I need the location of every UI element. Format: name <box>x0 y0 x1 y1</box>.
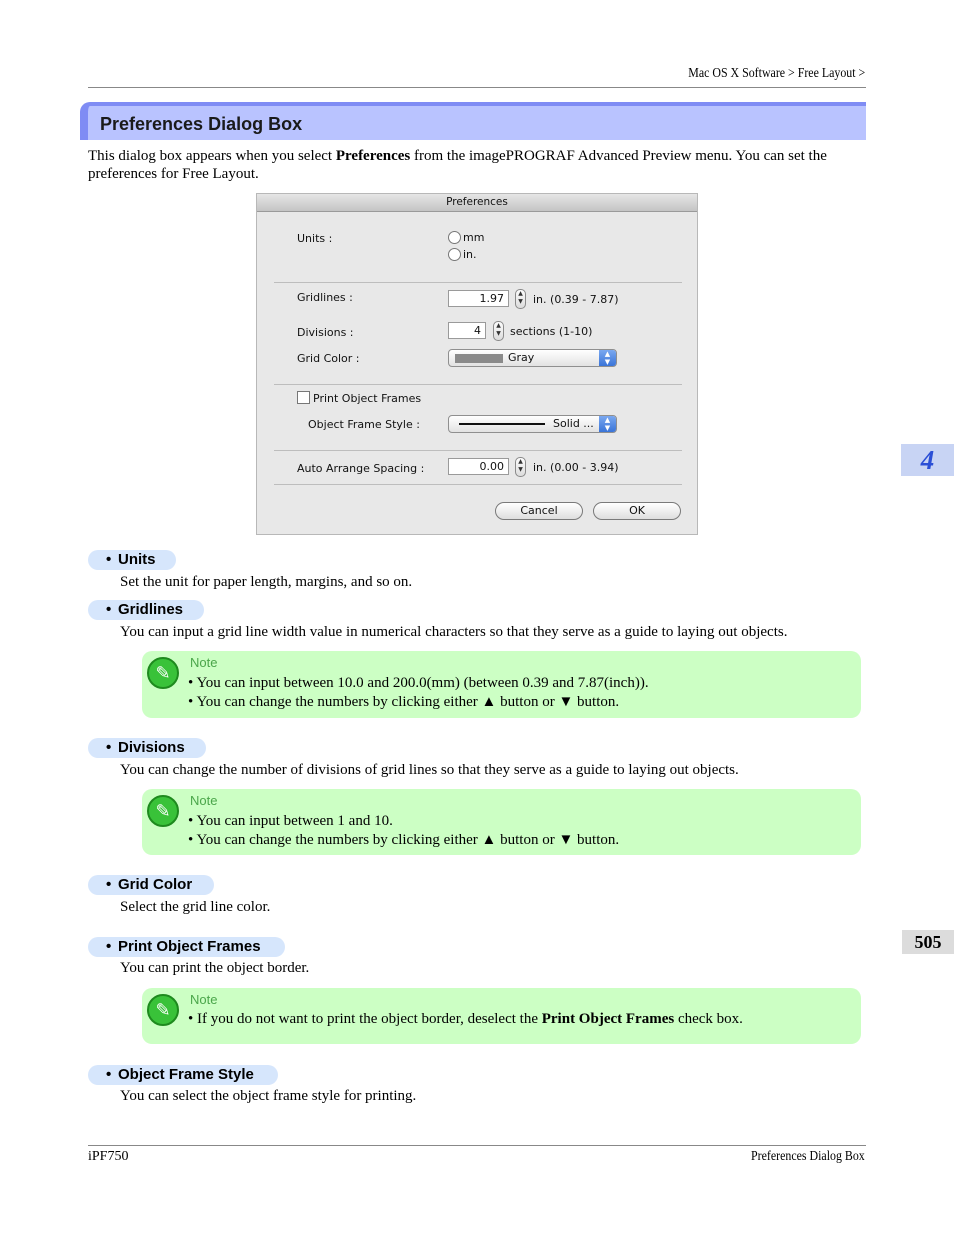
chevron-updown-icon: ▲ ▼ <box>599 350 616 366</box>
footer-title: Preferences Dialog Box <box>751 1149 865 1164</box>
divisions-stepper[interactable]: ▲ ▼ <box>493 321 504 341</box>
note-list <box>188 1010 743 1029</box>
frame-style-value: Solid ... <box>553 417 594 430</box>
note-bold: Print Object Frames <box>541 1011 675 1027</box>
gray-swatch <box>455 354 503 363</box>
auto-arrange-stepper[interactable]: ▲ ▼ <box>515 457 526 477</box>
chapter-tab[interactable] <box>901 444 954 476</box>
note-box <box>142 988 861 1044</box>
item-frame-style-desc: You can select the object frame style for printing. <box>120 1088 417 1104</box>
note-item <box>188 1010 743 1029</box>
item-gridlines-heading: • Gridlines <box>88 600 204 620</box>
divisions-field[interactable]: 4 <box>448 322 486 339</box>
item-grid-color-heading: • Grid Color <box>88 875 214 895</box>
chapter-number: 4 <box>920 445 935 475</box>
intro-text-end: from the imagePROGRAF Advanced Preview menu. You can set the preferences for Free Layout. <box>88 148 827 182</box>
chevron-updown-icon: ▲ ▼ <box>599 416 616 432</box>
radio-mm-label: mm <box>463 231 485 244</box>
footer-divider <box>88 1145 866 1146</box>
item-print-frames-heading: • Print Object Frames <box>88 937 285 957</box>
pencil-icon: ✎ <box>147 994 179 1026</box>
item-units-heading: • Units <box>88 550 176 570</box>
radio-in-label: in. <box>463 248 477 261</box>
note-label: Note <box>190 992 218 1007</box>
cancel-button[interactable]: Cancel <box>495 502 583 520</box>
units-label: Units : <box>297 232 333 245</box>
page-number: 505 <box>902 930 954 954</box>
note-list <box>188 812 619 850</box>
note-text-end: check box. <box>674 1011 743 1027</box>
divisions-range: sections (1-10) <box>510 325 593 338</box>
gridlines-range: in. (0.39 - 7.87) <box>533 293 619 306</box>
ok-button[interactable]: OK <box>593 502 681 520</box>
item-divisions-desc: You can change the number of divisions of grid lines so that they serve as a guide to laying out objects. <box>120 762 739 778</box>
note-item: • You can change the numbers by clicking either ▲ button or ▼ button. <box>188 693 649 712</box>
radio-in[interactable] <box>448 248 461 261</box>
breadcrumb[interactable]: Mac OS X Software > Free Layout > <box>687 66 865 81</box>
frame-style-label: Object Frame Style : <box>308 418 420 431</box>
note-box <box>142 789 861 855</box>
radio-mm[interactable] <box>448 231 461 244</box>
auto-arrange-label: Auto Arrange Spacing : <box>297 462 425 475</box>
intro-paragraph <box>88 147 866 183</box>
dialog-divider <box>274 450 682 451</box>
gridlines-field[interactable]: 1.97 <box>448 290 509 307</box>
item-divisions-heading: • Divisions <box>88 738 206 758</box>
note-label: Note <box>190 793 218 808</box>
pencil-icon: ✎ <box>147 657 179 689</box>
gridlines-stepper[interactable]: ▲ ▼ <box>515 289 526 309</box>
note-item: • You can input between 1 and 10. <box>188 812 619 831</box>
intro-bold: Preferences <box>335 148 411 164</box>
auto-arrange-field[interactable]: 0.00 <box>448 458 509 475</box>
item-units-desc: Set the unit for paper length, margins, and so on. <box>120 574 413 590</box>
frame-style-popup[interactable] <box>448 415 617 433</box>
grid-color-value: Gray <box>508 351 535 364</box>
item-grid-color-desc: Select the grid line color. <box>120 899 271 915</box>
dialog-title: Preferences <box>257 194 697 212</box>
auto-arrange-range: in. (0.00 - 3.94) <box>533 461 619 474</box>
note-text: If you do not want to print the object border, deselect the <box>197 1011 542 1027</box>
note-box <box>142 651 861 718</box>
grid-color-label: Grid Color : <box>297 352 360 365</box>
item-gridlines-desc: You can input a grid line width value in numerical characters so that they serve as a guide to laying out objects. <box>120 624 788 640</box>
preferences-dialog <box>256 193 698 535</box>
note-label: Note <box>190 655 218 670</box>
intro-text: This dialog box appears when you select <box>88 148 336 164</box>
footer-model: iPF750 <box>88 1149 129 1164</box>
print-frames-label: Print Object Frames <box>313 392 422 405</box>
print-frames-checkbox[interactable] <box>297 391 310 404</box>
item-frame-style-heading: • Object Frame Style <box>88 1065 278 1085</box>
grid-color-popup[interactable] <box>448 349 617 367</box>
note-item: • You can change the numbers by clicking either ▲ button or ▼ button. <box>188 831 619 850</box>
gridlines-label: Gridlines : <box>297 291 353 304</box>
pencil-icon: ✎ <box>147 795 179 827</box>
note-list <box>188 674 649 712</box>
dialog-divider <box>274 484 682 485</box>
dialog-divider <box>274 384 682 385</box>
note-item: • You can input between 10.0 and 200.0(mm) (between 0.39 and 7.87(inch)). <box>188 674 649 693</box>
header-divider <box>88 87 866 88</box>
dialog-divider <box>274 282 682 283</box>
item-print-frames-desc: You can print the object border. <box>120 960 310 976</box>
section-heading <box>80 102 866 140</box>
solid-line-preview <box>459 423 545 425</box>
page-title: Preferences Dialog Box <box>100 114 303 134</box>
divisions-label: Divisions : <box>297 326 354 339</box>
